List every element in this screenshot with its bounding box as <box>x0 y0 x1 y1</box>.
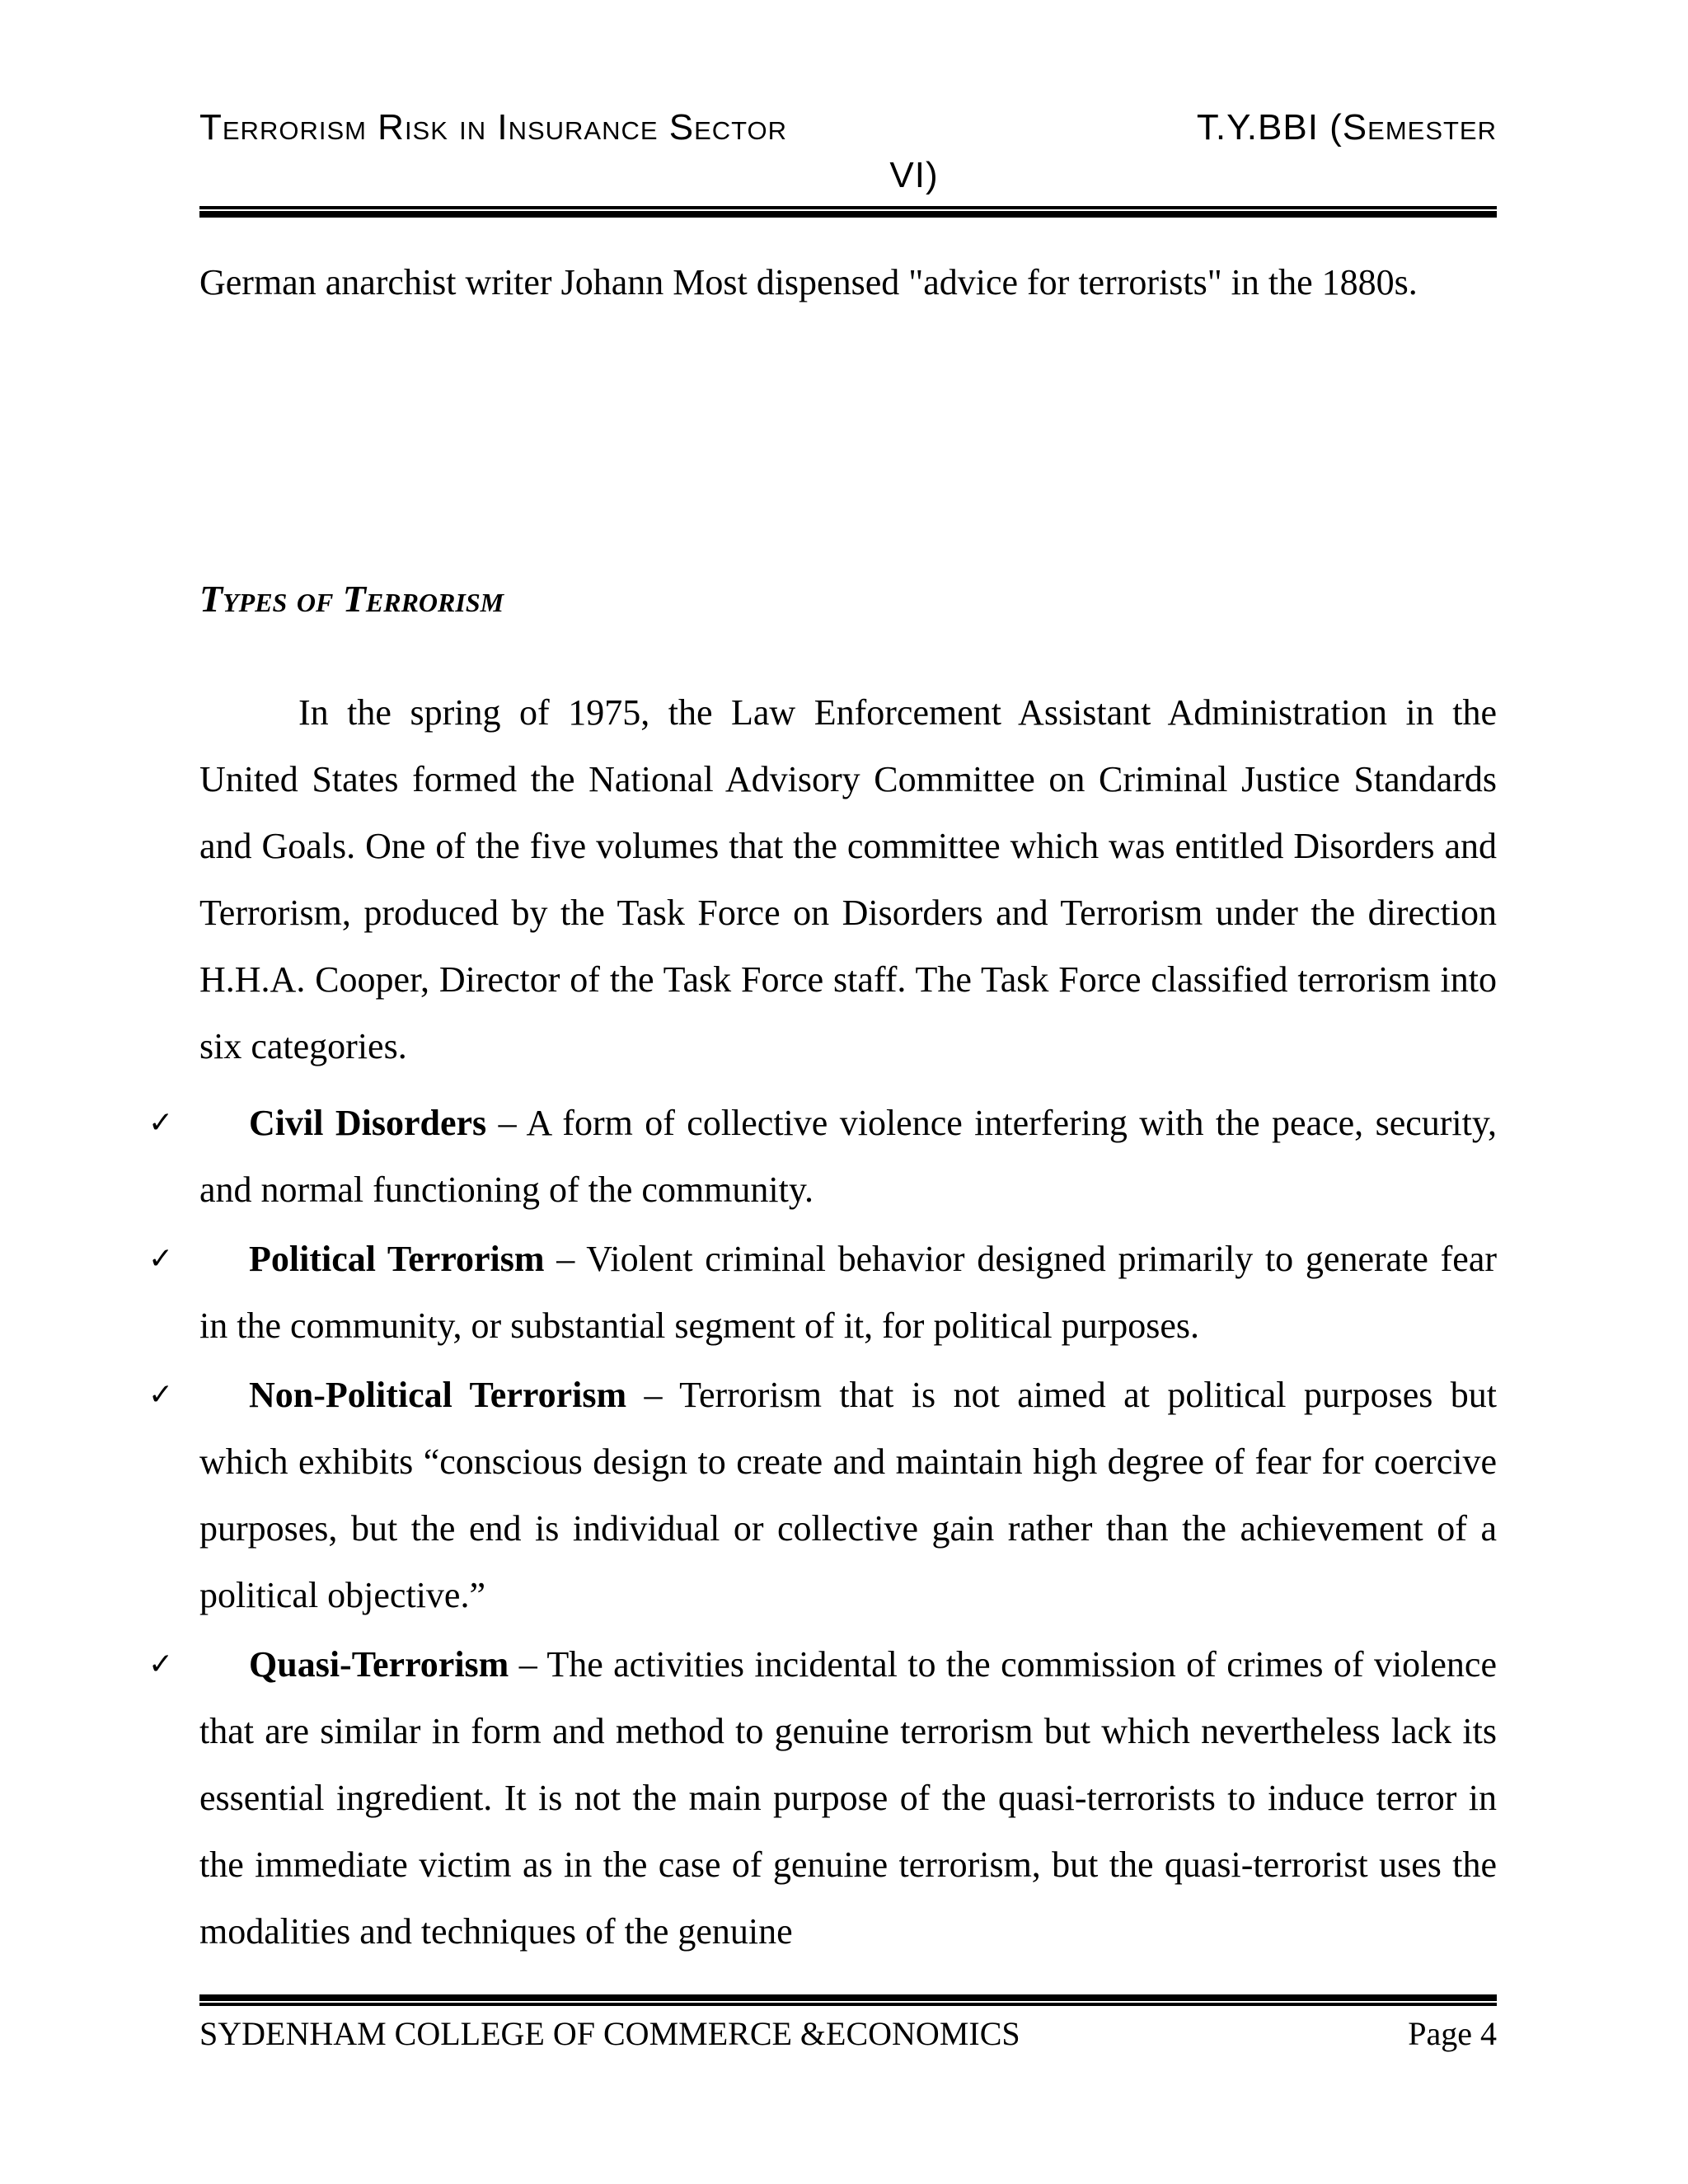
body-paragraph: In the spring of 1975, the Law Enforcement Assistant Administration in the United States formed the National Advisory Committee on Criminal Justice Standards and Goals. One of the five volumes that the committee which was entitled Disorders and Terrorism, produced by the Task Force on Disorders and Terrorism under the direction H.H.A. Cooper, Director of the Task Force staff. The Task Force classified terrorism into six categories. <box>199 692 1497 1066</box>
list-item <box>148 1090 1497 1223</box>
item-term: Political Terrorism <box>249 1239 545 1279</box>
header-course: T.Y.BBI (Semester <box>1196 107 1497 148</box>
page-header <box>199 101 1497 216</box>
header-rule <box>199 206 1497 218</box>
list-item <box>148 1631 1497 1965</box>
page-number: Page 4 <box>1408 2015 1497 2052</box>
item-description: – The activities incidental to the commission of crimes of violence that are similar in form and method to genuine terrorism but which nevertheless lack its essential ingredient. It is not the main purpose of the quasi-terrorists to induce terror in the immediate victim as in the case of genuine terrorism, but the quasi-terrorist uses the modalities and techniques of the genuine <box>199 1644 1497 1952</box>
terrorism-types-list <box>148 1090 1497 1967</box>
item-term: Non-Political Terrorism <box>249 1375 627 1415</box>
item-term: Civil Disorders <box>249 1103 487 1143</box>
header-course-continued: VI) <box>889 155 939 195</box>
item-term: Quasi-Terrorism <box>249 1644 509 1685</box>
intro-paragraph: German anarchist writer Johann Most dispensed "advice for terrorists" in the 1880s. <box>199 262 1418 302</box>
footer-college: SYDENHAM COLLEGE OF COMMERCE &ECONOMICS <box>199 2015 1020 2052</box>
item-description: – Terrorism that is not aimed at political purposes but which exhibits “conscious design to create and maintain high degree of fear for coercive purposes, but the end is individual or collective gain rather than the achievement of a political objective.” <box>199 1375 1497 1615</box>
item-description: – A form of collective violence interfering with the peace, security, and normal functioning of the community. <box>199 1103 1497 1210</box>
footer-rule <box>199 1994 1497 2006</box>
checkmark-icon: ✓ <box>148 1106 174 1140</box>
item-description: – Violent criminal behavior designed primarily to generate fear in the community, or substantial segment of it, for political purposes. <box>199 1239 1498 1346</box>
checkmark-icon: ✓ <box>148 1647 174 1681</box>
list-item <box>148 1226 1497 1359</box>
checkmark-icon: ✓ <box>148 1242 174 1276</box>
list-item <box>148 1361 1497 1629</box>
header-title: Terrorism Risk in Insurance Sector <box>199 107 788 148</box>
section-heading: Types of Terrorism <box>199 578 504 620</box>
checkmark-icon: ✓ <box>148 1378 174 1412</box>
